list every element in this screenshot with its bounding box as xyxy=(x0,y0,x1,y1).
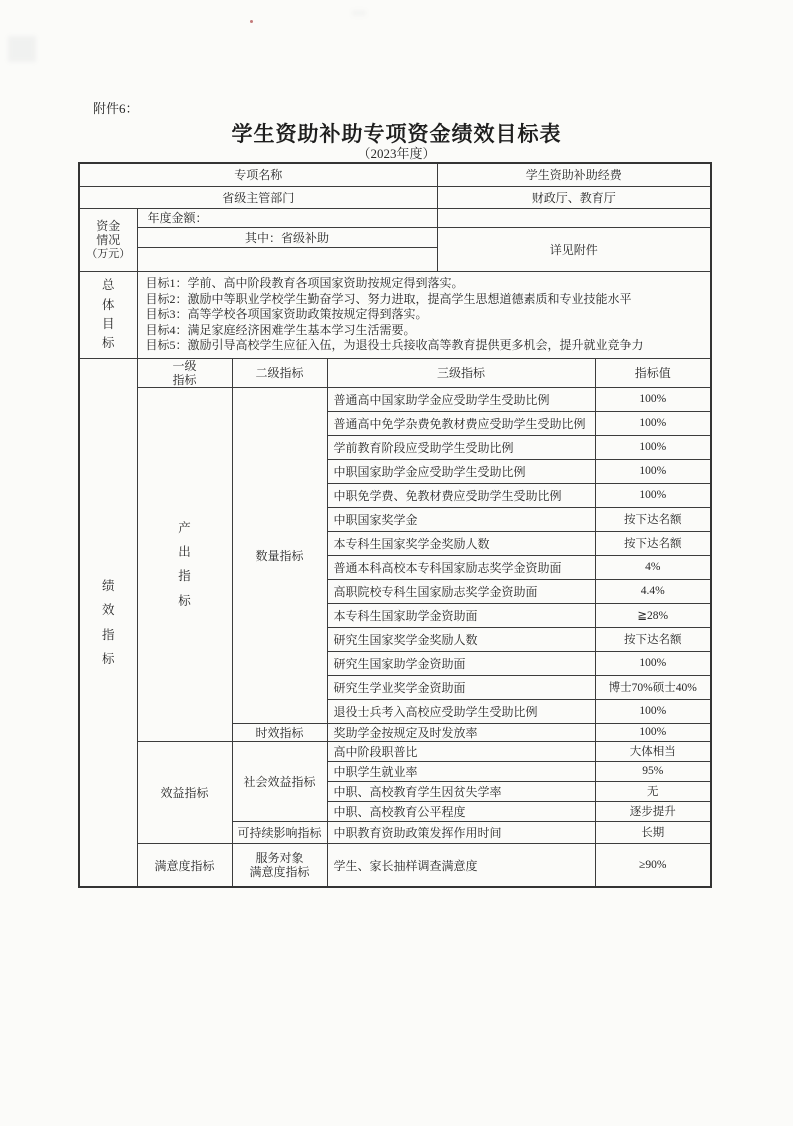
indicator-header-row xyxy=(80,359,710,388)
header-info-table xyxy=(80,164,710,209)
quantity-indicator-label-cell: 数量指标 xyxy=(232,387,327,723)
indicator-name-cell: 中职教育资助政策发挥作用时间 xyxy=(327,821,595,843)
service-satisfaction-line2: 满意度指标 xyxy=(249,865,310,880)
overall-goal-label: 总体目标 xyxy=(101,278,115,351)
sustainability-indicator-label-cell: 可持续影响指标 xyxy=(232,821,327,843)
table-row xyxy=(80,387,710,411)
table-row xyxy=(80,228,710,248)
indicator-name-cell: 高职院校专科生国家励志奖学金资助面 xyxy=(327,579,595,603)
indicator-name-cell: 中职免学费、免教材费应受助学生受助比例 xyxy=(327,483,595,507)
indicator-value-cell: ≥90% xyxy=(639,859,667,872)
scan-speck-red xyxy=(250,20,253,23)
goal-line-2: 目标2：激励中等职业学校学生勤奋学习、努力进取，提高学生思想道德素质和专业技能水平 xyxy=(145,291,632,306)
indicator-name-cell: 普通本科高校本专科国家励志奖学金资助面 xyxy=(327,555,595,579)
indicator-value-cell: 按下达名额 xyxy=(595,627,710,651)
indicator-value-cell: 100% xyxy=(595,387,710,411)
provincial-subsidy-label-cell: 其中：省级补助 xyxy=(137,228,437,248)
scan-smudge-top-right xyxy=(352,10,366,16)
project-name-label-cell: 专项名称 xyxy=(80,164,437,186)
performance-indicator-label-cell xyxy=(80,359,137,887)
table-row xyxy=(80,186,710,208)
fund-value-cell: 详见附件 xyxy=(437,228,710,272)
indicator-table xyxy=(80,359,710,887)
annual-amount-value-cell xyxy=(437,209,710,228)
social-benefit-label-cell: 社会效益指标 xyxy=(232,741,327,821)
indicator-name-cell: 中职、高校教育公平程度 xyxy=(327,801,595,821)
fund-label-line1: 资金 xyxy=(96,218,121,233)
department-value-cell: 财政厅、教育厅 xyxy=(437,186,710,208)
indicator-name-cell: 研究生国家助学金资助面 xyxy=(327,651,595,675)
output-indicator-label: 产出指标 xyxy=(178,520,191,608)
indicator-name-cell: 本专科生国家助学金资助面 xyxy=(327,603,595,627)
indicator-name-cell: 研究生学业奖学金资助面 xyxy=(327,675,595,699)
indicator-value-cell: 100% xyxy=(595,699,710,723)
service-satisfaction-label-cell xyxy=(232,843,327,886)
indicator-value-cell: 100% xyxy=(595,483,710,507)
goal-line-3: 目标3：高等学校各项国家资助政策按规定得到落实。 xyxy=(145,307,428,322)
fund-empty-cell xyxy=(137,248,437,272)
overall-goal-table xyxy=(80,272,710,359)
level1-header-cell xyxy=(137,359,232,388)
indicator-value-cell: 逐步提升 xyxy=(595,801,710,821)
indicator-value-cell: 4% xyxy=(595,555,710,579)
table-row xyxy=(80,843,710,886)
indicator-value-cell: 大体相当 xyxy=(595,741,710,761)
project-name-value-cell: 学生资助补助经费 xyxy=(437,164,710,186)
indicator-value-cell: 100% xyxy=(595,459,710,483)
value-header-cell: 指标值 xyxy=(595,359,710,388)
level1-header-line1: 一级 xyxy=(172,358,197,373)
indicator-value-cell: 按下达名额 xyxy=(595,507,710,531)
indicator-name-cell: 中职国家助学金应受助学生受助比例 xyxy=(327,459,595,483)
attachment-label: 附件6： xyxy=(93,101,139,116)
indicator-name-cell: 奖助学金按规定及时发放率 xyxy=(327,723,595,741)
indicator-value-cell: ≧28% xyxy=(595,603,710,627)
indicator-value-cell: 100% xyxy=(595,651,710,675)
indicator-name-cell: 中职国家奖学金 xyxy=(327,507,595,531)
indicator-name-cell: 高中阶段职普比 xyxy=(327,741,595,761)
overall-goal-content-cell xyxy=(137,272,710,358)
performance-indicator-label: 绩效指标 xyxy=(101,578,115,667)
level3-header-cell: 三级指标 xyxy=(327,359,595,388)
performance-target-table xyxy=(78,162,712,888)
overall-goal-label-cell xyxy=(80,272,137,358)
satisfaction-indicator-label-cell: 满意度指标 xyxy=(137,843,232,886)
table-row xyxy=(80,272,710,358)
goal-line-1: 目标1：学前、高中阶段教育各项国家资助按规定得到落实。 xyxy=(145,276,464,290)
output-indicator-label-cell xyxy=(137,387,232,741)
level2-header-cell: 二级指标 xyxy=(232,359,327,388)
page-title: 学生资助补助专项资金绩效目标表 xyxy=(231,123,562,146)
goal-line-5: 目标5：激励引导高校学生应征入伍，为退役士兵接收高等教育提供更多机会，提升就业竞争力 xyxy=(145,338,644,353)
benefit-indicator-label-cell: 效益指标 xyxy=(137,741,232,843)
fund-label-line2: 情况 xyxy=(96,232,121,247)
indicator-value-cell: 100% xyxy=(595,411,710,435)
indicator-name-cell: 退役士兵考入高校应受助学生受助比例 xyxy=(327,699,595,723)
fund-table xyxy=(80,209,710,273)
level1-header-line2: 指标 xyxy=(172,372,197,387)
indicator-value-cell: 长期 xyxy=(595,821,710,843)
indicator-name-cell: 普通高中国家助学金应受助学生受助比例 xyxy=(327,387,595,411)
indicator-name-cell: 中职学生就业率 xyxy=(327,761,595,781)
table-row xyxy=(80,741,710,761)
goal-line-4: 目标4：满足家庭经济困难学生基本学习生活需要。 xyxy=(145,322,416,337)
scan-smudge-top-left xyxy=(8,36,36,62)
fund-label-cell xyxy=(80,209,137,272)
indicator-name-cell: 研究生国家奖学金奖励人数 xyxy=(327,627,595,651)
fund-label-line3: （万元） xyxy=(86,247,131,260)
indicator-name-cell: 学生、家长抽样调查满意度 xyxy=(327,843,595,886)
service-satisfaction-line1: 服务对象 xyxy=(255,851,304,866)
indicator-name-cell: 学前教育阶段应受助学生受助比例 xyxy=(327,435,595,459)
indicator-name-cell: 本专科生国家奖学金奖励人数 xyxy=(327,531,595,555)
indicator-name-cell: 普通高中免学杂费免教材费应受助学生受助比例 xyxy=(327,411,595,435)
indicator-value-cell: 4.4% xyxy=(595,579,710,603)
table-row xyxy=(80,209,710,228)
department-label-cell: 省级主管部门 xyxy=(80,186,437,208)
indicator-value-cell: 95% xyxy=(595,761,710,781)
page-subtitle: （2023年度） xyxy=(357,146,436,161)
indicator-value-cell: 100% xyxy=(595,435,710,459)
indicator-name-cell: 中职、高校教育学生因贫失学率 xyxy=(327,781,595,801)
indicator-value-cell: 按下达名额 xyxy=(595,531,710,555)
annual-amount-label-cell: 年度金额： xyxy=(137,209,437,228)
indicator-value-cell: 无 xyxy=(595,781,710,801)
indicator-value-cell: 博士70%硕士40% xyxy=(595,675,710,699)
indicator-value-cell: 100% xyxy=(595,723,710,741)
table-row xyxy=(80,164,710,186)
timeliness-indicator-label-cell: 时效指标 xyxy=(232,723,327,741)
